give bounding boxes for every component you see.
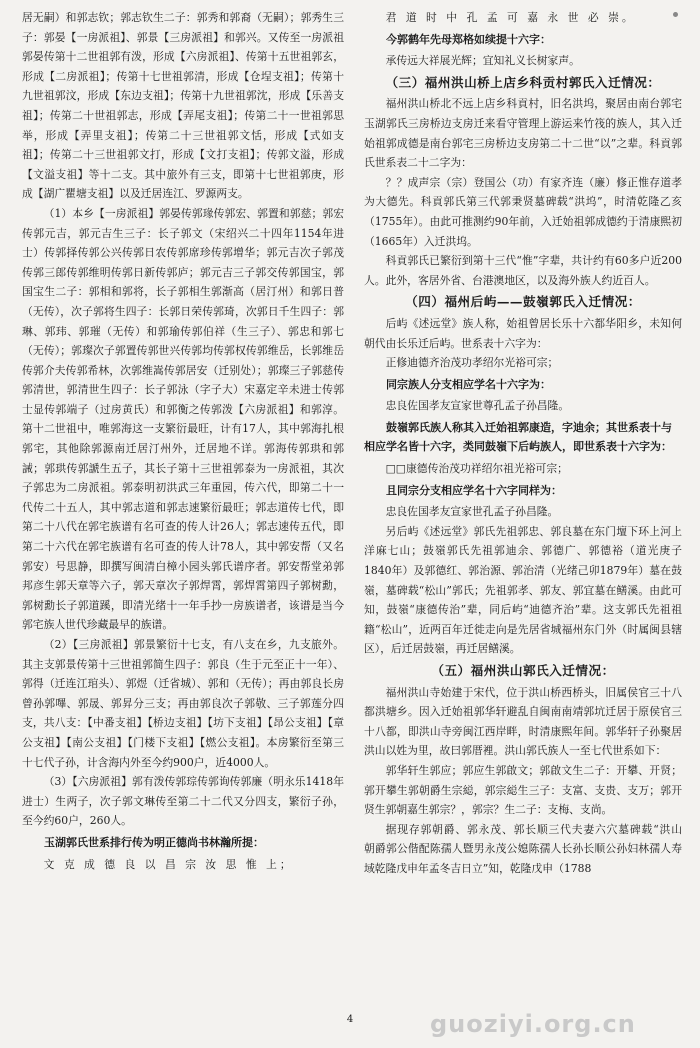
verse-line: 文 克 成 德 良 以 昌 宗 汝 思 惟 上； bbox=[43, 857, 294, 871]
paragraph: 郭华轩生郭应；郭应生郭啟文；郭啟文生二子：开攀、开贤；郭开攀生郭朝爵生宗縂，郭宗縂生三子：支富、支贵、支万；郭开贤生郭朝嘉生郭宗？，郭宗？生二子：支梅、支尚。 bbox=[364, 763, 682, 817]
right-column bbox=[364, 8, 693, 1006]
paragraph: （1）本乡【一房派祖】郭晏传郭瑑传郭宏、郭置和郭慈；郭宏传郭元吉，郭元吉生三子：长子郭文（宋绍兴二十四年1154年进士）传郭择传郭公兴传郭日农传郭席珍传郭增华；郭元吉次子郭茂传郭三郎传郭维明传郭日新传郭庐；郭元吉三子郭交传郭国宝，郭国宝生二子：郭相和郭将，长子郭相生郭渐高（居汀州）和郭日普（无传），次子郭将生四子：长郭日荣传郭琦，次郭日千生四子：郭琳、郭玮、郭璀（无传）和郭瑜传郭伯祥（生三子）、郭忠和郭七（无传）；郭璨次子郭置传郭世兴传郭均传郭权传郭维岳，长郭维岳传郭介夫传郭希林，次郭维嵩传郭居安（迁别处）；郭璨三子郭慈传郭清世，郭清世生四子：长子郭泳（字子大）宋嘉定辛未进士传郭士显传郭端子（过房黄氏）和郭衡之传郭泼【六房派祖】和郭淳。第十二世祖中，唯郭海这一支繁衍最旺，计有17人，其中郭海扎根郭宅，其他除郭源南迁居汀州外，迁居地不详。郭海传郭珙和郭誡；郭珙传郭謕生五子，其长子第十三世祖郭泰为一房派祖，其次子郭忠为二房派祖。郭泰明初洪武三年重园，传六代，即第二十一代传二十五人，其中郭志道和郭志速繁衍最旺；郭志道传七代，即第二十八代在郭宅族谱有名可查的传人计26人；郭志速传五代，即第二十六代在郭宅族谱有名可查的传人计78人，其中郭安帮（又名郭安）号思静，即撰写闽清白樟小园头郭氏谱序者。郭安帮堂弟郭邦彦生郭天章等六子，郭天章次子郭焊霄，郭焊霄第四子郭树勳，郭树勳长子郭道蹊，即清光绪十一年手抄一房族谱者，该谱是当今郭宅族人世代珍藏最早的族谱。 bbox=[22, 206, 344, 632]
section-heading: （三）福州洪山桥上店乡科贡村郭氏入迁情况： bbox=[385, 74, 661, 90]
paragraph: 忠良佐国孝友宣家世尊孔孟子孙昌隆。 bbox=[385, 399, 570, 413]
paragraph: ？？成声宗（宗）登国公（功）有家齐连（廉）修正惟存道孝为大德先。科貢郭氏第三代郭秉贤墓碑载“洪坞”，时清乾隆乙亥（1755年）。由此可推测约90年前，入迁始祖郭成德约于清康熙初（1665年）入迁洪坞。 bbox=[364, 175, 682, 248]
paragraph: 据现存郭朝爵、郭永茂、郭长顺三代夫妻六穴墓碑载“洪山 朝爵郭公偕配陈孺人暨男永茂公媳陈孺人长孙长顺公孙妇林孺人寿域乾隆戊申年孟冬吉日立”知，乾隆戊申（1788 bbox=[364, 822, 693, 875]
section-heading: （五）福州洪山郭氏入迁情况： bbox=[431, 663, 615, 678]
paragraph: （3）【六房派祖】郭有泼传郭琮传郭询传郭廉（明永乐1418年进士）生两子，次子郭文琳传至第二十二代又分四支，繁衍子孙，至今约60户，260人。 bbox=[22, 775, 344, 828]
subheading: 同宗族人分支相应学名十六字为： bbox=[386, 377, 551, 391]
paragraph: 居无嗣）和郭志钦；郭志钦生二子：郭秀和郭裔（无嗣）；郭秀生三子：郭晏【一房派祖】、郭景【三房派祖】和郭兴。又传至一房派祖郭晏传第十二世祖郭有泼，形成【六房派祖】、传第十五世祖郭玄，形成【二房派祖】；传第十七世祖郭清，形成【仓埕支祖】；传第十九世祖郭汶，形成【东边支祖】；传第十九世祖郭沈，形成【乐善支祖】；传第二十世祖郭志，形成【弄尾支祖】；传第二十一世祖郭思举，形成【弄里支祖】；传第二十三世祖郭文恬，形成【式如支祖】；传第二十三世祖郭文打，形成【文打支祖】；传郭文溢，形成【文溢支祖】等十二支。其中旅外有三支，即第十七世祖郭庚，形成【湖广瞿塘支祖】以及迁居连江、罗源两支。 bbox=[22, 11, 344, 201]
paragraph: 忠良佐国孝友宣家世孔孟子孙昌隆。 bbox=[385, 505, 559, 519]
verse-line: 君 道 时 中 孔 孟 可 嘉 永 世 必 崇。 bbox=[385, 11, 636, 24]
paragraph: 正修迪德齐治茂功孝绍尔光裕可宗； bbox=[385, 356, 559, 370]
subheading: 鼓嶺郭氏族人称其入迁始祖郭康造，字迪余；其世系表十与相应学名皆十六字，类同鼓嶺下后屿族人，即世系表十六字为： bbox=[364, 420, 672, 454]
page-number: 4 bbox=[346, 1014, 354, 1025]
paragraph: 科貢郭氏已繁衍到第十三代“惟”字辈，共计约有60多户近200人。此外，客居外省、台港澳地区，以及海外族人约近百人。 bbox=[364, 254, 682, 287]
paragraph: 承传远大祥展光辉；宜知礼义长树家声。 bbox=[385, 54, 580, 68]
paragraph: 福州洪山桥北不远上店乡科貢村，旧名洪坞，聚居由南台郭宅玉湖郭氏三房桥边支房迁来看守管理上游运来竹筏的族人，其入迁始祖郭成德是南台郭宅三房桥边支房第二十二世“以”之辈。科貢郭氏世系表二十二字为： bbox=[364, 97, 682, 170]
paragraph: □□康德传治茂功祥绍尔祖光裕可宗； bbox=[385, 462, 568, 476]
paragraph: 福州洪山寺始建于宋代，位于洪山桥西桥头，旧属侯官三十八都洪塘乡。因入迁始祖郭华轩避乱自闽南南靖郭坑迁居于原侯官三十八都，即洪山寺旁闽江西岸畔，时清康熙年间。郭华轩子孙聚居洪山以姓为里，故曰郭厝裡。洪山郭氏族人一至七代世系如下： bbox=[364, 685, 682, 758]
subheading: 且同宗分支相应学名十六字同样为： bbox=[386, 483, 562, 497]
paragraph: 后屿《述远堂》族人称，始祖曾居长乐十六都华阳乡，未知何朝代由长乐迁后屿。世系表十六字为： bbox=[364, 316, 682, 350]
section-heading: （四）福州后屿——鼓嶺郭氏入迁情况： bbox=[405, 294, 641, 310]
left-column bbox=[22, 8, 344, 1006]
subheading: 今郭鹤年先母郑格如续提十六字： bbox=[386, 32, 551, 46]
paragraph: 另后屿《述远堂》郭氏先祖郭忠、郭良墓在东门壇下环上河上洋麻七山；鼓嶺郭氏先祖郭迪余、郭德广、郭德裕（道光庚子1840年）及郭德红、郭治源、郭治清（光绪己卯1879年）墓在鼓嶺，墓碑载“松山”郭氏；先祖郭孝、郭友、郭宜墓在鳝溪。由此可知，鼓嶺“康德传治”辈，同后屿“迪德齐治”辈。这支郭氏先祖祖籍“松山”，近两百年迁徙走向是先居省城福州东门外（时属闽县辖区），后迁居鼓嶺，再迁居鳝溪。 bbox=[364, 524, 682, 656]
paragraph: （2）【三房派祖】郭景繁衍十七支，有八支在乡，九支旅外。其主支郭景传第十三世祖郭简生四子：郭良（生于元至正十一年）、郭得（迁连江琯头）、郭煜（迁省城）、郭和（无传）；再由郭良长房曾孙郭嗶、郭晟、郭昇分三支；再由郭良次子郭敬、三子郭莲分四支，共八支：【中番支祖】【桥边支祖】【坊下支祖】【昂公支祖】【章公支祖】【南公支祖】【门楼下支祖】【燃公支祖】。本房繁衍至第三十七代子孙，计含海内外至今约900户，近4000人。 bbox=[22, 638, 344, 769]
site-watermark: guoziyi.org.cn bbox=[430, 1010, 636, 1038]
subheading: 玉湖郭氏世系排行传为明正德尚书林瀚所提： bbox=[44, 835, 264, 849]
